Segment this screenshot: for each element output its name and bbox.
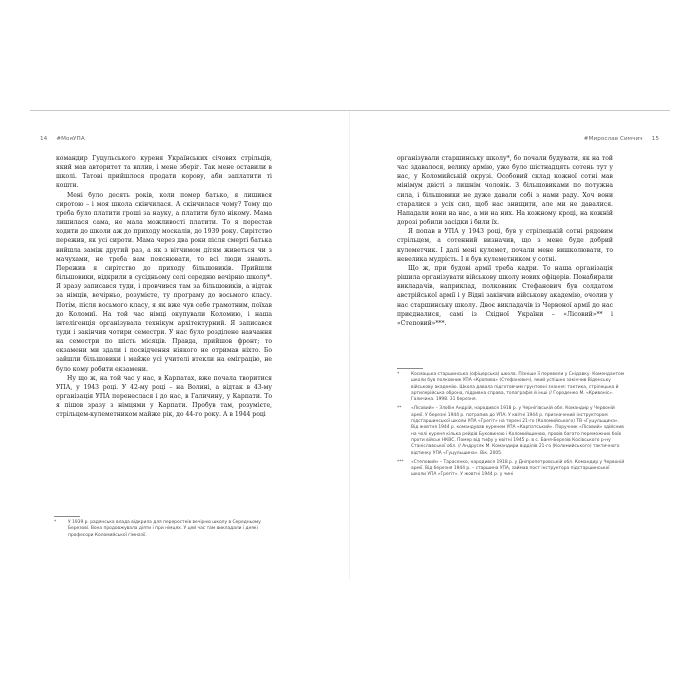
footnote: [397, 460, 625, 479]
footnote-text: «Степовий» – Тарасенко, народився 1918 р. у Дніпропетровській обл. Командир у Червоній армії. Від березня 1944 р. – старшина УПА, займав пост інструктора підстаршинської школи УПА «Грегіт». У жовтні 1944 р. у чині: [411, 459, 625, 478]
footnote: [397, 372, 625, 403]
left-paragraph: Ну що ж, на той час у нас, в Карпатах, вже почала творитися УПА, у 1943 році. У 42-му році – на Волині, а відтак в 43-му організація УПА перенеслася і до нас, в Галичину, у Карпати. То я пішов зразу з німцями у Карпати. Пробув там, розумієте, стрільцем-кулеметником майже рік, до 44-го року. А в 1944 році: [56, 374, 272, 419]
footnote-text: У 1939 р. радянська влада відкрила для переростків вечірню школу в Середньому Березові. Вона продовжувала діяти і при німцях. У цей час там викладали і деякі професори Коломийської гімназії.: [68, 520, 261, 538]
right-body-text: [397, 154, 613, 328]
right-running-head: [379, 136, 659, 146]
right-paragraph: Я попав в УПА у 1943 році, був у стрілецькій сотні рядовим стрільцем, а сотенний визначив, що з мене буде добрий кулеметчик. І далі мені кулемет, почали мене вишколювати, то невелика мудрість. І я був кулеметником у сотні.: [397, 228, 613, 263]
footnote: [54, 520, 282, 539]
page-top-edge: [30, 110, 670, 111]
right-page-number: 15: [651, 136, 659, 142]
footnote-text: «Лісовий» – Злобін Андрій, народився 1918 р. у Чернігівській обл. Командир у Червоній армії. У березні 1944 р. потрапив до УПА. У квітні 1944 р. призначений інструктором підстаршинської школи УПА «Грегіт» на терені 21-го (Коломийського) ТВ «Гуцульщина». Від жовтня 1944 р. командував куренем УПА «Карпатський». Поручник «Лісовий» здійснив на чолі куреня кілька рейдів Буковиною і Коломийщиною, провів багато переможних боїв проти військ НКВС. Помер від тифу у квітні 1945 р. в с. Баня-Березів Косівського р-ну Станіславської обл. // Андрусяк М. Командири відділів 21-го (Коломийського) тактичного відтинку УПА «Гуцульщина». Вік. 2005.: [411, 406, 624, 456]
left-body-text: [56, 154, 272, 420]
right-paragraph: організували старшинську школу*, бо почали будувати, як на той час здавалося, велику армію, уже було шістнадцять сотень тут у нас, у Коломийській окрузі. Особовий склад кожної сотні мав мінімум двісті з лишнім чоловік. З більшовиками по потужна сила, і більшовики не дуже давали собі з нами раду. Хоч вони старалися з усіх сил, щоб нас знищити, але ми не давалися. Нападали вони на нас, а ми на них. На кожному кроці, на кожній дорозі робили засідки і били їх.: [397, 155, 613, 227]
footnote-mark: *: [397, 372, 400, 377]
book-gutter: [349, 110, 350, 580]
footnote-mark: **: [397, 406, 402, 412]
left-paragraph: командир Гуцульського куреня Українських січових стрільців, який мав авторитет та вплив, і мене зберіг. Так мене оставили в школі. Татові прийшлося продати корову, аби заплатити ті кошти.: [56, 155, 272, 190]
footnote-mark: *: [54, 520, 57, 525]
right-running-title: #Мирослав Симчич: [583, 136, 643, 142]
right-paragraph: Що ж, при будові армії треба кадри. То наша організація рішила організувати військову школу нових офіцерів. Понабирали викладачів, наприклад, полковник Стефанович був солдатом австрійської армії і у Відні закінчив військову академію, очолив у нас старшинську школу. Двоє викладачів із Червоної армії до нас приєдналися, самі із Східної України – «Лісовий»** і «Степовий»***.: [397, 264, 613, 327]
left-running-title: #МояУПА: [56, 136, 85, 142]
footnote-mark: ***: [397, 459, 404, 465]
right-footnotes: [397, 372, 625, 482]
left-running-head: [40, 136, 320, 146]
footnote-text: Космацька старшинська (офіцерська) школа. Пізніше її перевели у Снідавку. Комендантом школи був полковник УПА «Кропива» (Стефанович), який успішно закінчив Віденську військову академію. Школа давала підготовчим грунтовні знання: тактика, стрілецька й артилерійська оброна, підривна справа, топографія й інші // Городенко М. «Кривоніс». Галичина. 1998. 31 березня.: [411, 372, 625, 403]
left-footnote-rule: [54, 516, 80, 517]
left-footnotes: [54, 520, 282, 542]
book-spread: [30, 110, 670, 580]
left-paragraph: Мені було десять років, коли помер батько, я лишився сиротою – і моя школа скінчилася. А скінчилася чому? Тому що треба було платити гроші за науку, а платити було нікому. Мама лишилася сама, не мала можливості платити. То я перестав ходити до школи аж до приходу москалів, до 1939 року. Сирітство пережив, як усі сироти. Мама через два роки після смерті батька вийшла заміж другий раз, а як з вітчимом дітям живеться чи з мачухами, не треба вам пояснювати, то всі люди знають. Пережив я сирітство до приходу більшовиків. Прийшли більшовики, відкрили в сусідньому селі середню вечірню школу*. Я зразу записався туди, і провчився там за більшовиків, а відтак за німців, вечірньо, розумієте, ту програму до восьмого класу. Потім, після восьмого класу, я як вже чув себе грамотним, поїхав до Коломиї. На той час німці окупували Коломию, і наша інтелігенція організувала технікум архітектурний. Я записався туди і закінчив чотири семестри. У нас було розділене навчання на семестри по шість місяців. Правда, прийшов фронт; то екзамени ми здали і посвідчення ніякого не отримав ніхто. Бо зайшли більшовики і майже усі учителі втекли на еміграцію, не було кому робити екзамени.: [56, 191, 272, 373]
left-page-number: 14: [40, 136, 48, 142]
footnote: [397, 406, 625, 456]
right-footnote-rule: [397, 368, 423, 369]
